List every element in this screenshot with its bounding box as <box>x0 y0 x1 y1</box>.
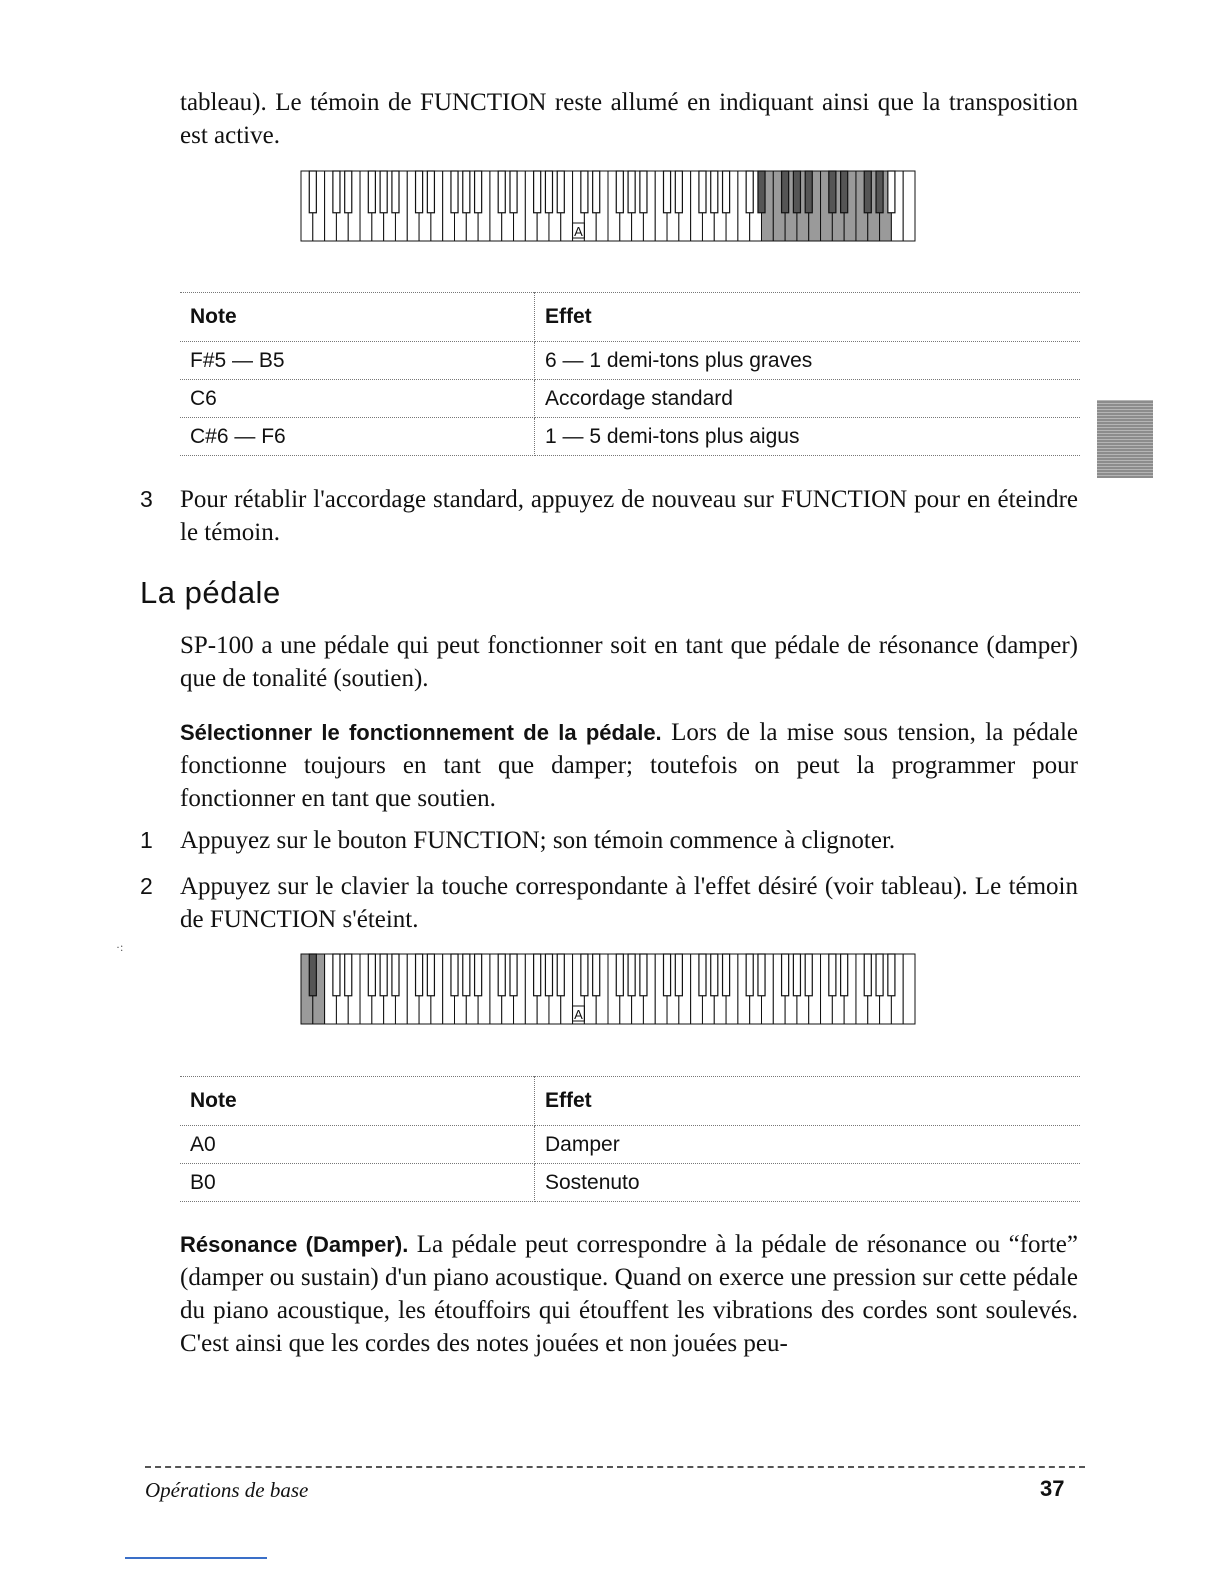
step-3-text: Pour rétablir l'accordage standard, appuyez de nouveau sur FUNCTION pour en éteindre le témoin. <box>180 486 1078 546</box>
resonance-text: La pédale peut correspondre à la pédale de résonance ou “forte” (damper ou sustain) d'un piano acoustique. Quand on exerce une pression sur cette pédale du piano acoustique, les étouffoirs qui étouffent les vibrations des cordes sont soulevés. C'est ainsi que les cordes des notes jouées et non jouées peu- <box>180 1231 1078 1357</box>
footer-rule <box>145 1466 1085 1468</box>
black-key <box>427 954 434 996</box>
section-intro: SP-100 a une pédale qui peut fonctionner soit en tant que pédale de résonance (damper) que de tonalité (soutien). <box>180 632 1078 692</box>
black-key <box>805 171 812 213</box>
pedal-table <box>180 1076 1080 1202</box>
black-key <box>333 954 340 996</box>
scan-mark: ·: <box>116 940 124 954</box>
black-key <box>345 171 352 213</box>
black-key <box>309 954 316 996</box>
effect-cell: Sostenuto <box>535 1164 1081 1202</box>
black-key <box>864 171 871 213</box>
black-key <box>723 954 730 996</box>
black-key <box>392 171 399 213</box>
black-key <box>581 954 588 996</box>
select-text: Lors de la mise sous tension, la pédale fonctionne toujours en tant que damper; toutefois on peut la programmer pour fonctionner en tant que soutien. <box>180 719 1078 812</box>
black-key <box>368 171 375 213</box>
step-number: 3 <box>140 486 153 512</box>
black-key <box>380 954 387 996</box>
black-key <box>510 954 517 996</box>
black-key <box>782 171 789 213</box>
black-key <box>463 954 470 996</box>
black-key <box>616 954 623 996</box>
black-key <box>427 171 434 213</box>
effect-cell: Damper <box>535 1126 1081 1164</box>
table-header-row <box>180 1077 1080 1126</box>
black-key <box>640 954 647 996</box>
note-cell: C6 <box>180 380 535 418</box>
note-cell: F#5 — B5 <box>180 342 535 380</box>
black-key <box>628 954 635 996</box>
black-key <box>451 954 458 996</box>
note-cell: C#6 — F6 <box>180 418 535 456</box>
black-key <box>416 954 423 996</box>
black-key <box>628 171 635 213</box>
white-key <box>903 954 915 1024</box>
keyboard-icon <box>300 953 916 1025</box>
black-key <box>663 171 670 213</box>
black-key <box>841 171 848 213</box>
column-header-note: Note <box>180 1077 535 1126</box>
black-key <box>711 171 718 213</box>
black-key <box>793 171 800 213</box>
black-key <box>782 954 789 996</box>
black-key <box>876 954 883 996</box>
black-key <box>534 171 541 213</box>
column-header-effect: Effet <box>535 293 1081 342</box>
black-key <box>333 171 340 213</box>
black-key <box>368 954 375 996</box>
black-key <box>829 171 836 213</box>
effect-cell: Accordage standard <box>535 380 1081 418</box>
resonance-paragraph <box>180 1228 1078 1360</box>
step-2-text: Appuyez sur le clavier la touche correspondante à l'effet désiré (voir tableau). Le témoin de FUNCTION s'éteint. <box>180 873 1078 933</box>
note-cell: B0 <box>180 1164 535 1202</box>
black-key <box>746 171 753 213</box>
black-key <box>510 171 517 213</box>
black-key <box>805 954 812 996</box>
black-key <box>876 171 883 213</box>
black-key <box>793 954 800 996</box>
black-key <box>557 954 564 996</box>
black-key <box>699 954 706 996</box>
black-key <box>864 954 871 996</box>
corner-line <box>125 1557 267 1559</box>
table-row <box>180 380 1080 418</box>
column-header-effect: Effet <box>535 1077 1081 1126</box>
black-key <box>675 954 682 996</box>
black-key <box>699 171 706 213</box>
black-key <box>392 954 399 996</box>
black-key <box>616 171 623 213</box>
select-label: Sélectionner le fonctionnement de la pédale. <box>180 720 662 745</box>
note-cell: A0 <box>180 1126 535 1164</box>
step-1-text: Appuyez sur le bouton FUNCTION; son témoin commence à clignoter. <box>180 827 896 854</box>
keyboard-diagram-transpose <box>300 170 916 242</box>
page-number: 37 <box>1040 1476 1065 1501</box>
white-key <box>903 171 915 241</box>
black-key <box>593 954 600 996</box>
table-row <box>180 1164 1080 1202</box>
black-key <box>380 171 387 213</box>
black-key <box>309 171 316 213</box>
black-key <box>640 171 647 213</box>
intro-paragraph: tableau). Le témoin de FUNCTION reste allumé en indiquant ainsi que la transposition est active. <box>180 89 1078 149</box>
black-key <box>557 171 564 213</box>
black-key <box>545 954 552 996</box>
step-number: 1 <box>140 827 153 853</box>
effect-cell: 1 — 5 demi-tons plus aigus <box>535 418 1081 456</box>
table-header-row <box>180 293 1080 342</box>
black-key <box>746 954 753 996</box>
black-key <box>758 171 765 213</box>
middle-c-marker: A <box>574 224 583 239</box>
black-key <box>534 954 541 996</box>
black-key <box>758 954 765 996</box>
select-paragraph <box>180 716 1078 815</box>
black-key <box>475 954 482 996</box>
black-key <box>463 171 470 213</box>
black-key <box>888 171 895 213</box>
chapter-tab-marker <box>1097 400 1153 478</box>
section-title: La pédale <box>140 575 281 610</box>
table-row <box>180 418 1080 456</box>
black-key <box>581 171 588 213</box>
black-key <box>593 171 600 213</box>
step-number: 2 <box>140 873 153 899</box>
column-header-note: Note <box>180 293 535 342</box>
black-key <box>829 954 836 996</box>
black-key <box>888 954 895 996</box>
effect-cell: 6 — 1 demi-tons plus graves <box>535 342 1081 380</box>
black-key <box>498 954 505 996</box>
black-key <box>345 954 352 996</box>
keyboard-icon <box>300 170 916 242</box>
black-key <box>841 954 848 996</box>
footer-section-title: Opérations de base <box>145 1478 309 1502</box>
resonance-label: Résonance (Damper). <box>180 1232 409 1257</box>
transpose-table <box>180 292 1080 456</box>
black-key <box>498 171 505 213</box>
black-key <box>545 171 552 213</box>
table-row <box>180 342 1080 380</box>
black-key <box>451 171 458 213</box>
middle-c-marker: A <box>574 1007 583 1022</box>
black-key <box>663 954 670 996</box>
black-key <box>475 171 482 213</box>
black-key <box>675 171 682 213</box>
keyboard-diagram-pedal <box>300 953 916 1025</box>
table-row <box>180 1126 1080 1164</box>
black-key <box>723 171 730 213</box>
black-key <box>711 954 718 996</box>
black-key <box>416 171 423 213</box>
